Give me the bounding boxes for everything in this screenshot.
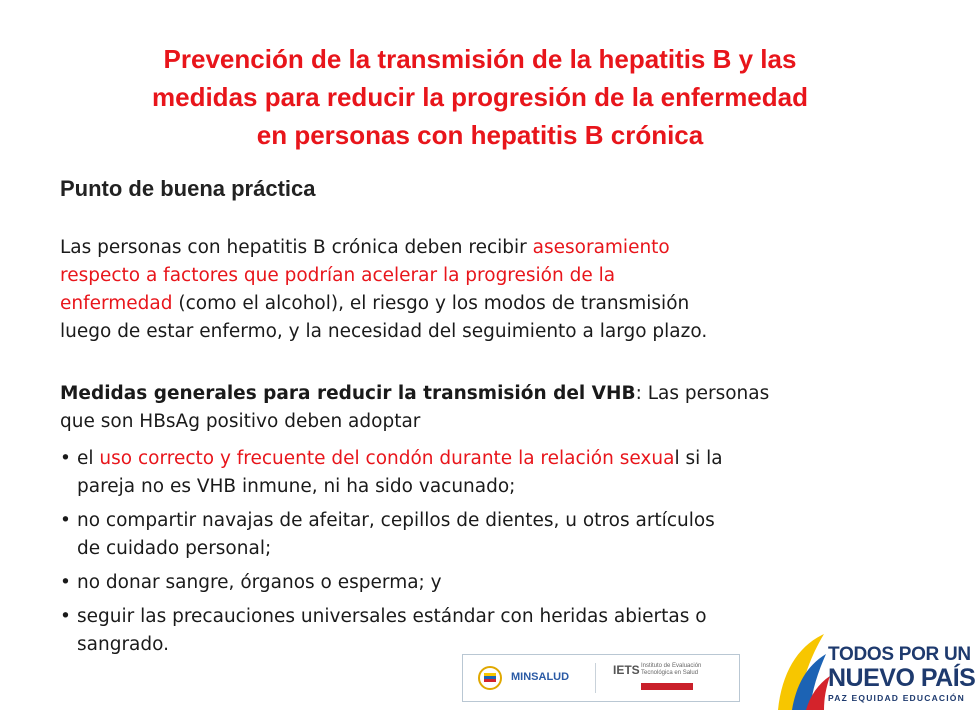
text-line [77, 535, 910, 563]
text-run: no compartir navajas de afeitar, cepillos de dientes, u otros artículos [77, 510, 715, 531]
text-line [60, 262, 910, 290]
good-practice-paragraph [60, 234, 910, 346]
iets-label: IETS [613, 663, 640, 677]
general-measures-section [60, 380, 910, 665]
bullet-dot-icon: • [60, 448, 71, 469]
text-line [60, 234, 910, 262]
minsalud-label: MINSALUD [511, 671, 570, 683]
slogan-text [828, 644, 975, 704]
bullet-item [60, 507, 910, 563]
text-line [60, 318, 910, 346]
highlighted-text: respecto a factores que podrían acelerar la progresión de la [60, 265, 616, 286]
section-heading: Punto de buena práctica [60, 176, 316, 201]
bullet-dot-icon: • [60, 606, 71, 627]
iets-description [641, 663, 729, 677]
text-line [77, 473, 910, 501]
text-run: l si la [674, 448, 723, 469]
bullet-item [60, 569, 910, 597]
text-run: de cuidado personal; [77, 538, 272, 559]
institutional-logos-strip [462, 654, 740, 702]
measures-intro-line: que son HBsAg positivo deben adoptar [60, 411, 421, 432]
iets-logo [613, 659, 731, 697]
text-line [60, 290, 910, 318]
text-run: luego de estar enfermo, y la necesidad del seguimiento a largo plazo. [60, 321, 708, 342]
bullet-dot-icon: • [60, 572, 71, 593]
title-line: Prevención de la transmisión de la hepatitis B y las [163, 44, 797, 74]
text-run: sangrado. [77, 634, 170, 655]
text-line [77, 603, 910, 631]
measures-bullet-list [60, 445, 910, 659]
text-line [77, 445, 910, 473]
slide-title [60, 40, 900, 154]
colombia-flag-swoosh-icon [772, 632, 832, 712]
text-line [77, 507, 910, 535]
iets-description-line: Tecnológica en Salud [641, 670, 699, 676]
title-line: medidas para reducir la progresión de la enfermedad [152, 82, 808, 112]
footer-logos [462, 632, 975, 712]
slogan-tagline: PAZ EQUIDAD EDUCACIÓN [828, 693, 965, 703]
highlighted-text: enfermedad [60, 293, 173, 314]
text-run: seguir las precauciones universales estándar con heridas abiertas o [77, 606, 707, 627]
text-run: el [77, 448, 100, 469]
slogan-line: TODOS POR UN [828, 644, 971, 665]
highlighted-text: asesoramiento [532, 237, 670, 258]
todos-por-un-nuevo-pais-logo [772, 632, 975, 712]
text-run: no donar sangre, órganos o esperma; y [77, 572, 442, 593]
colombia-shield-icon [477, 665, 503, 691]
title-line: en personas con hepatitis B crónica [256, 120, 704, 150]
text-line [77, 569, 910, 597]
iets-description-line: Instituto de Evaluación [641, 663, 702, 669]
bullet-dot-icon: • [60, 510, 71, 531]
iets-tag-bar [641, 683, 693, 690]
text-run: (como el alcohol), el riesgo y los modos de transmisión [172, 293, 690, 314]
measures-intro-bold: Medidas generales para reducir la transmisión del VHB [60, 383, 636, 404]
slogan-line: NUEVO PAÍS [828, 664, 975, 692]
highlighted-text: uso correcto y frecuente del condón durante la relación sexua [99, 448, 675, 469]
minsalud-logo [471, 663, 596, 693]
measures-intro [60, 380, 910, 436]
text-run: pareja no es VHB inmune, ni ha sido vacunado; [77, 476, 516, 497]
bullet-item [60, 445, 910, 501]
text-run: Las personas con hepatitis B crónica deben recibir [60, 237, 533, 258]
measures-intro-rest: : Las personas [635, 383, 770, 404]
